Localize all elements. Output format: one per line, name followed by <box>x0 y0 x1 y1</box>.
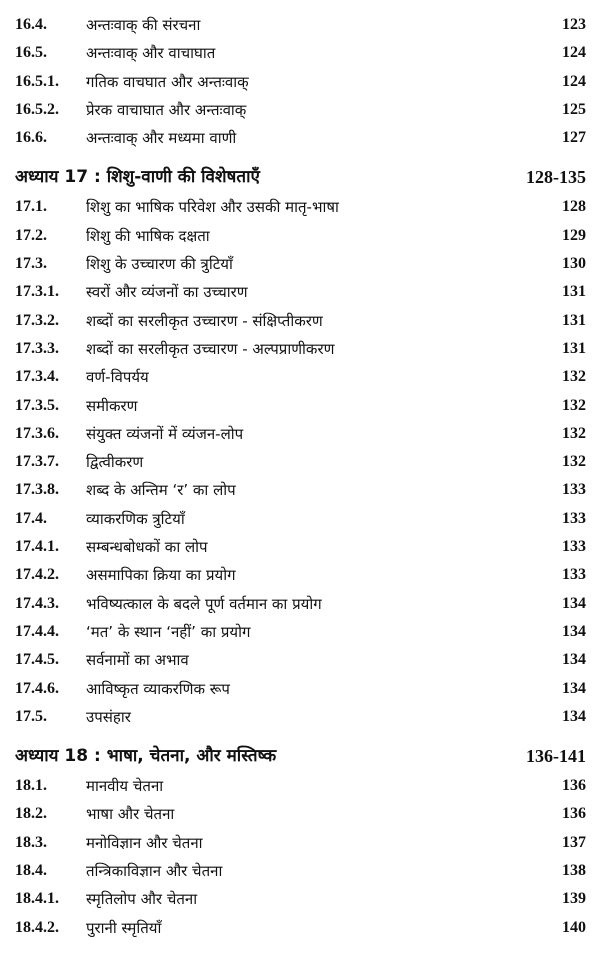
section-title: शिशु का भाषिक परिवेश और उसकी मातृ-भाषा <box>86 198 339 217</box>
toc-entry <box>0 914 600 942</box>
page-number: 136 <box>562 805 586 823</box>
section-number: 17.1. <box>15 198 47 216</box>
page-number: 134 <box>562 679 586 697</box>
section-number: 17.3.3. <box>15 339 59 357</box>
section-title: स्वरों और व्यंजनों का उच्चारण <box>86 283 248 302</box>
section-title: अन्तःवाक् की संरचना <box>86 16 201 34</box>
toc-entry <box>0 590 600 618</box>
toc-entry <box>0 800 600 828</box>
page-number: 124 <box>562 44 586 62</box>
section-number: 16.5.1. <box>15 72 59 90</box>
page-number: 129 <box>562 226 586 244</box>
toc-entry <box>0 39 600 67</box>
page-number: 132 <box>562 453 586 471</box>
page-number: 133 <box>562 509 586 527</box>
page-number: 131 <box>562 339 586 357</box>
page-number: 134 <box>562 594 586 612</box>
page-number: 132 <box>562 424 586 442</box>
section-number: 18.4.1. <box>15 890 59 908</box>
toc-entry <box>0 11 600 39</box>
section-title: स्मृतिलोप और चेतना <box>86 890 198 909</box>
toc-entry <box>0 646 600 674</box>
section-title: भविष्यत्काल के बदले पूर्ण वर्तमान का प्रयोग <box>86 594 322 613</box>
section-number: 17.3.1. <box>15 283 59 301</box>
section-number: 17.3. <box>15 255 47 273</box>
section-number: 18.1. <box>15 777 47 795</box>
page-number: 139 <box>562 890 586 908</box>
section-number: 17.4.3. <box>15 594 59 612</box>
section-title: व्याकरणिक त्रुटियाँ <box>86 509 185 528</box>
page-range: 128-135 <box>526 167 586 188</box>
section-title: समीकरण <box>86 396 138 415</box>
toc-entry <box>0 222 600 250</box>
toc-entry <box>0 307 600 335</box>
table-of-contents <box>0 11 600 942</box>
section-title: पुरानी स्मृतियाँ <box>86 918 162 937</box>
section-number: 17.4.4. <box>15 622 59 640</box>
page-number: 136 <box>562 777 586 795</box>
page-number: 134 <box>562 622 586 640</box>
section-number: 17.3.5. <box>15 396 59 414</box>
section-title: ‘मत’ के स्थान ‘नहीं’ का प्रयोग <box>86 622 251 641</box>
section-number: 17.4.2. <box>15 566 59 584</box>
section-title: शब्दों का सरलीकृत उच्चारण - अल्पप्राणीकरण <box>86 339 335 358</box>
section-number: 17.3.6. <box>15 424 59 442</box>
page-number: 134 <box>562 707 586 725</box>
section-number: 18.3. <box>15 833 47 851</box>
toc-entry <box>0 533 600 561</box>
page-number: 137 <box>562 833 586 851</box>
section-number: 17.4.5. <box>15 651 59 669</box>
section-title: शब्दों का सरलीकृत उच्चारण - संक्षिप्तीकरण <box>86 311 323 330</box>
section-title: आविष्कृत व्याकरणिक रूप <box>86 679 230 698</box>
page-number: 132 <box>562 368 586 386</box>
toc-entry <box>0 885 600 913</box>
section-title: संयुक्त व्यंजनों में व्यंजन-लोप <box>86 424 244 443</box>
section-number: 17.2. <box>15 226 47 244</box>
section-title: वर्ण-विपर्यय <box>86 368 149 387</box>
chapter-title: अध्याय 17 : शिशु-वाणी की विशेषताएँ <box>15 167 260 188</box>
chapter-heading <box>0 731 600 772</box>
page-number: 132 <box>562 396 586 414</box>
page-range: 136-141 <box>526 746 586 767</box>
section-number: 17.4.1. <box>15 538 59 556</box>
toc-entry <box>0 335 600 363</box>
chapter-heading <box>0 152 600 193</box>
toc-entry <box>0 250 600 278</box>
section-title: शब्द के अन्तिम ‘र’ का लोप <box>86 481 236 500</box>
page-number: 130 <box>562 255 586 273</box>
toc-entry <box>0 476 600 504</box>
toc-entry <box>0 392 600 420</box>
section-title: शिशु के उच्चारण की त्रुटियाँ <box>86 255 233 274</box>
page-number: 131 <box>562 311 586 329</box>
section-number: 18.4. <box>15 862 47 880</box>
page-number: 138 <box>562 862 586 880</box>
toc-entry <box>0 561 600 589</box>
page-number: 123 <box>562 16 586 33</box>
section-title: सम्बन्धबोधकों का लोप <box>86 538 208 557</box>
page-number: 140 <box>562 918 586 936</box>
section-title: तन्त्रिकाविज्ञान और चेतना <box>86 862 223 881</box>
toc-entry <box>0 96 600 124</box>
page-number: 133 <box>562 538 586 556</box>
chapter-title: अध्याय 18 : भाषा, चेतना, और मस्तिष्क <box>15 746 277 767</box>
section-number: 17.3.7. <box>15 453 59 471</box>
toc-entry <box>0 857 600 885</box>
toc-entry <box>0 505 600 533</box>
toc-entry <box>0 278 600 306</box>
section-number: 17.3.8. <box>15 481 59 499</box>
section-number: 16.6. <box>15 129 47 147</box>
toc-entry <box>0 772 600 800</box>
toc-entry <box>0 829 600 857</box>
toc-entry <box>0 124 600 152</box>
section-title: भाषा और चेतना <box>86 805 175 824</box>
section-number: 16.4. <box>15 16 47 33</box>
page-number: 124 <box>562 72 586 90</box>
section-title: द्वित्वीकरण <box>86 453 144 472</box>
toc-entry <box>0 193 600 221</box>
section-title: शिशु की भाषिक दक्षता <box>86 226 210 245</box>
section-number: 18.4.2. <box>15 918 59 936</box>
section-number: 17.5. <box>15 707 47 725</box>
page-number: 125 <box>562 100 586 118</box>
section-number: 18.2. <box>15 805 47 823</box>
toc-entry <box>0 363 600 391</box>
toc-entry <box>0 420 600 448</box>
section-title: अन्तःवाक् और वाचाघात <box>86 44 216 63</box>
section-number: 17.4. <box>15 509 47 527</box>
section-title: मनोविज्ञान और चेतना <box>86 833 203 852</box>
toc-entry <box>0 618 600 646</box>
section-title: प्रेरक वाचाघात और अन्तःवाक् <box>86 100 247 119</box>
section-title: मानवीय चेतना <box>86 777 164 796</box>
page-number: 134 <box>562 651 586 669</box>
page-number: 131 <box>562 283 586 301</box>
toc-entry <box>0 448 600 476</box>
section-title: गतिक वाचघात और अन्तःवाक् <box>86 72 249 91</box>
page-number: 133 <box>562 566 586 584</box>
page-number: 133 <box>562 481 586 499</box>
section-title: उपसंहार <box>86 707 131 726</box>
toc-entry <box>0 68 600 96</box>
section-title: अन्तःवाक् और मध्यमा वाणी <box>86 129 237 148</box>
section-number: 17.3.2. <box>15 311 59 329</box>
section-title: सर्वनामों का अभाव <box>86 651 189 670</box>
section-number: 17.4.6. <box>15 679 59 697</box>
section-number: 16.5. <box>15 44 47 62</box>
page-number: 128 <box>562 198 586 216</box>
toc-entry <box>0 703 600 731</box>
section-number: 17.3.4. <box>15 368 59 386</box>
page-number: 127 <box>562 129 586 147</box>
section-number: 16.5.2. <box>15 100 59 118</box>
section-title: असमापिका क्रिया का प्रयोग <box>86 566 236 585</box>
toc-entry <box>0 675 600 703</box>
